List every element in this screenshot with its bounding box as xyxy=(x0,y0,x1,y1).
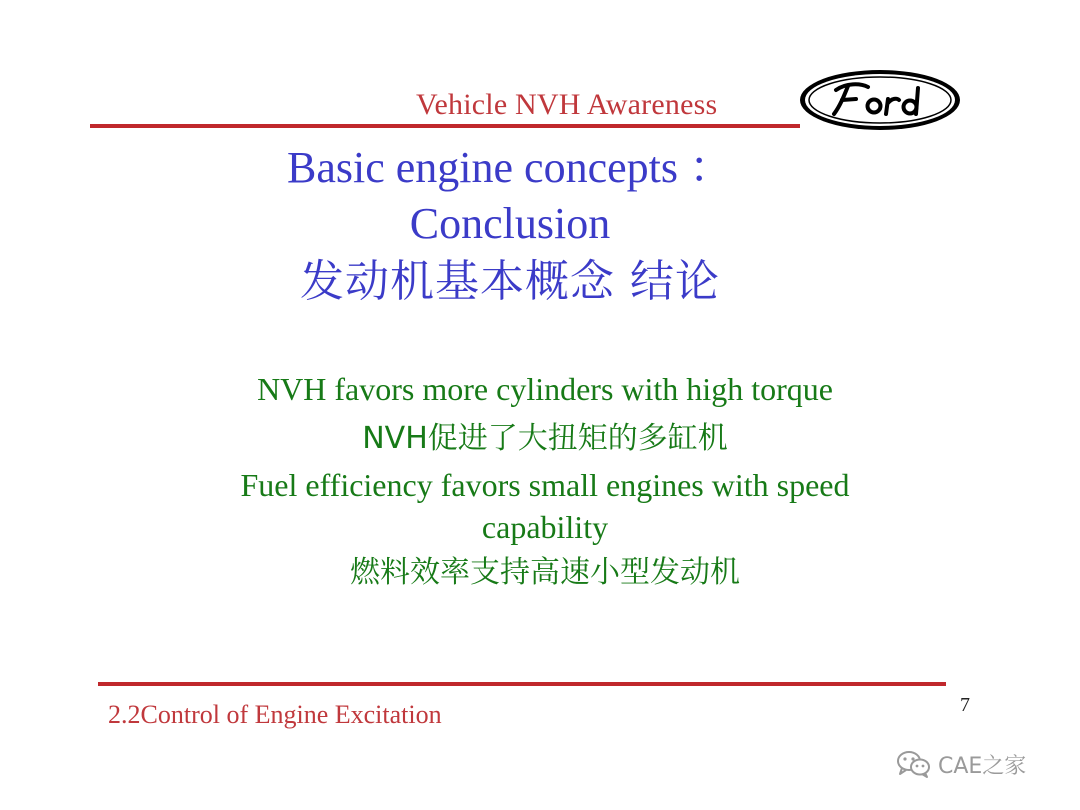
body-line-cylinders: NVH favors more cylinders with high torque xyxy=(257,371,833,407)
page-number: 7 xyxy=(960,694,970,716)
ford-logo xyxy=(798,68,962,132)
slide-body xyxy=(160,364,930,598)
header-title: Vehicle NVH Awareness xyxy=(416,88,718,121)
body-line-fuel-efficiency-cn: 燃料效率支持高速小型发动机 xyxy=(350,555,740,590)
top-divider xyxy=(90,124,800,128)
body-line-fuel-efficiency: Fuel efficiency favors small engines with speed xyxy=(240,467,850,503)
title-line-conclusion: Conclusion xyxy=(409,199,611,248)
body-line-capability: capability xyxy=(481,509,609,545)
title-line-english: Basic engine concepts ： xyxy=(287,143,733,192)
bottom-divider xyxy=(98,682,946,686)
wechat-icon xyxy=(896,749,932,779)
footer-section-title: 2.2Control of Engine Excitation xyxy=(108,700,442,729)
watermark-text: CAE之家 xyxy=(938,753,1027,779)
title-line-chinese: 发动机基本概念 结论 xyxy=(300,256,720,307)
watermark xyxy=(896,748,1026,780)
body-line-cylinders-cn: NVH促进了大扭矩的多缸机 xyxy=(362,421,728,456)
slide-title xyxy=(190,140,830,312)
